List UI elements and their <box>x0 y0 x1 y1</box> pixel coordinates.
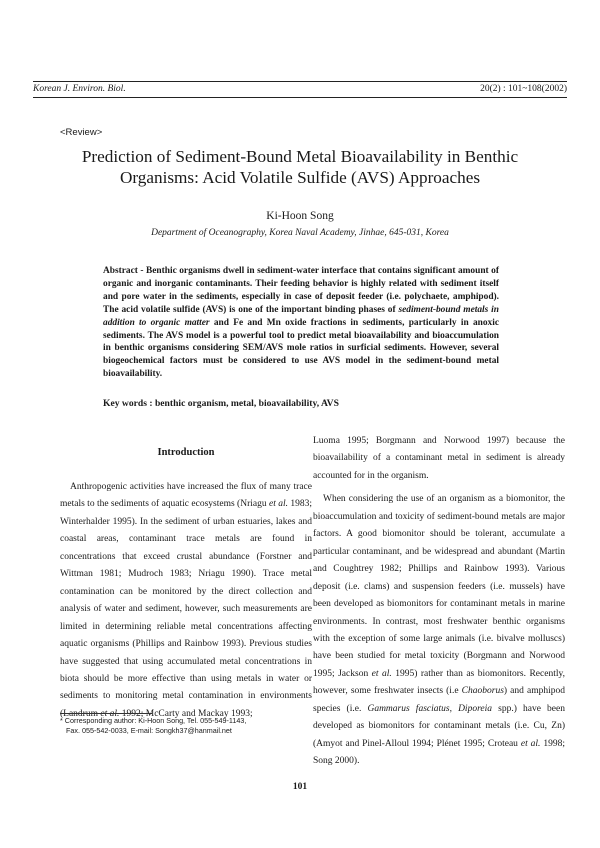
p2-species-chaoborus: Chaoborus <box>461 686 504 697</box>
p2-species-gammarus-diporeia: Gammarus fasciatus, Diporeia <box>367 703 493 714</box>
p2-text-2: 1995) rather than as biomonitors. Recently, however, some freshwater insects (i.e <box>313 668 565 697</box>
p2-text-3: ) and amphipod species (i.e. <box>313 686 565 714</box>
abstract <box>103 265 499 381</box>
author-affiliation: Department of Oceanography, Korea Naval Academy, Jinhae, 645-031, Korea <box>151 228 449 238</box>
intro-etal-1: et al. <box>268 499 288 510</box>
p2-text-1: When considering the use of an organism as a biomonitor, the bioaccumulation and toxicity of sediment-bound metals are major factors. A good biomonitor should be tolerant, accumulate a particular contaminant, and be widespread and abundant (Martin and Coughtrey 1982; Phillips and Rainbow 1993). Various deposit (i.e. clams) and suspension feeders (i.e. mussels) have been developed as biomonitors for contaminant metals in marine environments. In contrast, most freshwater benthic organisms with the exception of some large animals (i.e. bivalve molluscs) have been studied for metal toxicity (Borgmann and Norwood 1995; Jackson <box>313 494 565 679</box>
corresponding-author-footnote <box>60 716 312 735</box>
journal-name: Korean J. Environ. Biol. <box>33 84 126 94</box>
paper-title <box>60 146 540 188</box>
title-line-2: Organisms: Acid Volatile Sulfide (AVS) Approaches <box>119 168 481 187</box>
intro-paragraph-2 <box>313 491 565 770</box>
footnote-line-1: * Corresponding author: Ki-Hoon Song, Tel. 055-549-1143, <box>60 716 247 725</box>
intro-text-3: 1992; McCarty and Mackay 1993; <box>119 708 253 719</box>
p2-text-4: spp.) have been developed as biomonitors for contaminant metals (i.e. Cu, Zn) (Amyot and Pinel-Alloul 1994; Plénet 1995; Croteau <box>313 703 565 749</box>
footnote-line-2: Fax. 055-542-0033, E-mail: Songkh37@hanmail.net <box>66 725 232 735</box>
intro-paragraph-continued: Luoma 1995; Borgmann and Norwood 1997) because the bioavailability of a contaminant metal in sediment is already accounted for in the organism. <box>313 436 565 481</box>
intro-text-2: 1983; Winterhalder 1995). In the sediment of urban estuaries, lakes and coastal areas, contaminant trace metals are found in concentrations that exceed crustal abundance (Forstner and Wittman 1981; Mudroch 1983; Nriagu 1990). Trace metal contamination can be monitored by the direct collection and analysis of water and sediment, however, such measurements are limited in determining reliable metal concentrations affecting aquatic organisms (Phillips and Rainbow 1993). Previous studies have suggested that using accumulated metal concentrations in biota should be more effective than using metals in water or sediments to monitoring metal contamination in environments (Landrum <box>60 499 313 719</box>
p2-text-5: 1998; Song 2000). <box>313 738 566 767</box>
article-type-tag: <Review> <box>60 127 103 138</box>
intro-etal-2: et al. <box>100 708 120 719</box>
p2-etal-1: et al. <box>371 668 392 679</box>
section-heading-introduction: Introduction <box>157 447 215 458</box>
keywords: Key words : benthic organism, metal, bioavailability, AVS <box>103 398 339 409</box>
p2-etal-2: et al. <box>520 738 541 749</box>
header-bottom-rule <box>33 97 567 98</box>
left-column <box>60 433 312 723</box>
right-column <box>313 433 565 771</box>
intro-paragraph-1 <box>60 479 312 723</box>
abstract-text-2: and Fe and Mn oxide fractions in sediments, particularly in anoxic sediments. The AVS model is a powerful tool to predict metal bioavailability and bioaccumulation in benthic organisms considering SEM/AVS mole ratios in surficial sediments. However, several biogeochemical factors must be considered to use AVS model in the sediment-bound metal bioavailability. <box>103 317 499 380</box>
abstract-italic-1: sediment-bound metals in addition to organic matter <box>103 304 499 328</box>
title-line-1: Prediction of Sediment-Bound Metal Bioavailability in Benthic <box>81 147 519 166</box>
footnote-rule <box>60 713 152 714</box>
intro-text-1: Anthropogenic activities have increased the flux of many trace metals to the sediments of aquatic ecosystems (Nriagu <box>60 482 312 510</box>
issue-pages: 20(2) : 101~108(2002) <box>480 84 567 94</box>
page-number: 101 <box>292 782 308 792</box>
abstract-text-1: Abstract - Benthic organisms dwell in sediment-water interface that contains significant amount of organic and inorganic contaminants. Their feeding behavior is highly related with sediment itself and pore water in the sediments, especially in case of deposit feeder (i.e. polychaete, amphipod). The acid volatile sulfide (AVS) is one of the important binding phases of <box>103 266 499 315</box>
running-header <box>33 84 567 95</box>
header-top-rule <box>33 81 567 82</box>
author-name: Ki-Hoon Song <box>266 210 334 222</box>
